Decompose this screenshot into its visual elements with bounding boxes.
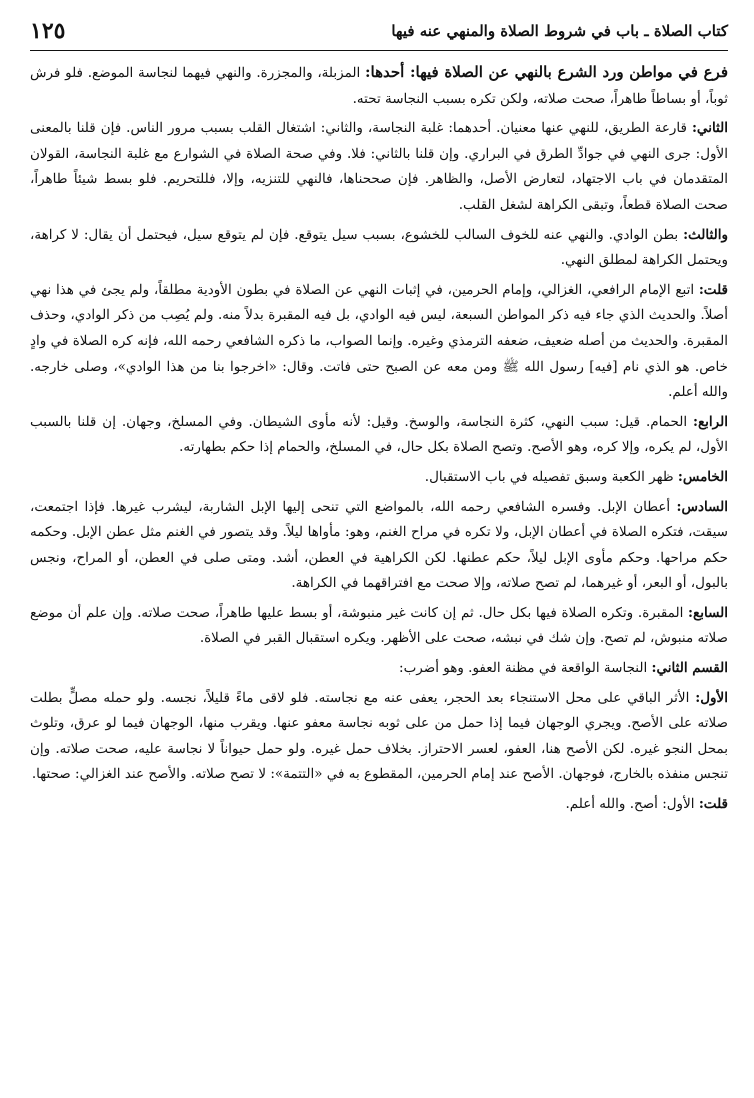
paragraph-sixth [30,495,728,597]
page-number: ١٢٥ [30,18,66,44]
page-body [30,60,728,1090]
paragraph-label: والثالث: [683,226,728,243]
paragraph-label: الأول: [695,689,728,706]
paragraph-label: الرابع: [693,413,728,430]
paragraph-label: الخامس: [677,468,728,485]
running-title: كتاب الصلاة ـ باب في شروط الصلاة والمنهي عنه فيها [391,22,728,40]
paragraph-text: الأول: أصح. والله أعلم. [565,796,699,813]
paragraph-qultu-2 [30,792,728,818]
paragraph-text: المقبرة. وتكره الصلاة فيها بكل حال. ثم إن كانت غير منبوشة، أو بسط عليها طاهراً، صحت صلاته. وإن علم أن موضع صلاته منبوش، لم تصح. وإن شك في نبشه، صحت على الأظهر. ويكره استقبال القبر في الصلاة. [30,604,728,647]
paragraph-qultu-1 [30,278,728,406]
paragraph-label: فرع في مواطن ورد الشرع بالنهي عن الصلاة فيها: أحدها: [364,63,728,81]
paragraph-fifth [30,465,728,491]
paragraph-label: القسم الثاني: [651,660,728,677]
paragraph-label: الثاني: [691,120,728,137]
paragraph-label: السادس: [676,498,728,515]
paragraph-label: السابع: [688,604,728,621]
paragraph-second [30,116,728,218]
paragraph-text: الحمام. قيل: سبب النهي، كثرة النجاسة، والوسخ. وقيل: لأنه مأوى الشيطان. وفي المسلخ، وجهان. إن قلنا بالسبب الأول، لم يكره، وإلا كره، وهو الأصح. وتصح الصلاة بكل حال، في المسلخ، والحمام إذا حكم بطهارته. [30,413,728,456]
paragraph-text: اتبع الإمام الرافعي، الغزالي، وإمام الحرمين، في إثبات النهي عن الصلاة في بطون الأودية مطلقاً، ولم يجئ في هذا نهي أصلاً. والحديث الذي جاء فيه ذكر المواطن السبعة، ليس فيه الوادي، بل فيه المقبرة بدلاً منه. ولم يُصِب من ذكر الوادي، وحذف المقبرة. والحديث من أصله ضعيف، ضعفه الترمذي وغيره. وإنما الصواب، ما ذكره الشافعي رحمه الله، فإنه كره الصلاة في وادٍ خاص. هو الذي نام [فيه] رسول الله ﷺ ومن معه عن الصبح حتى فاتت. وقال: «اخرجوا بنا من هذا الوادي»، وصلى خارجه. والله أعلم. [30,281,728,401]
paragraph-text: ظهر الكعبة وسبق تفصيله في باب الاستقبال. [424,468,678,485]
paragraph-text: الأثر الباقي على محل الاستنجاء بعد الحجر، يعفى عنه مع نجاسته. فلو لاقى ماءً قليلاً، نجسه. ولو حمله مصلٍّ بطلت صلاته على الأصح. ويجري الوجهان فيما إذا حمل من على ثوبه نجاسة معفو عنها. ويقرب منها، الوجهان فيما لو عرق، وتلوث بمحل النجو غيره. لكن الأصح هنا، العفو، لعسر الاحتراز. بخلاف حمل غيره. ولو حمل حيواناً لا نجاسة عليه، صحت صلاته. وإن تنجس منفذه بالخارج، فوجهان. الأصح عند إمام الحرمين، المقطوع به في «التتمة»: لا تصح صلاته. والأصح عند الغزالي: صحتها. [30,689,728,783]
paragraph-second-section [30,656,728,682]
paragraph-label: قلت: [698,796,728,813]
paragraph-first-kind [30,686,728,788]
paragraph-text: المزبلة، والمجزرة. والنهي فيهما لنجاسة الموضع. فلو فرش ثوباً، أو بساطاً طاهراً، صحت صلاته، ولكن تكره بسبب النجاسة تحته. [30,65,728,107]
paragraph-seventh [30,601,728,652]
page-header [30,12,728,51]
paragraph-text: قارعة الطريق، للنهي عنها معنيان. أحدهما: غلبة النجاسة، والثاني: اشتغال القلب بسبب مرور الناس. فإن قلنا بالمعنى الأول: جرى النهي في جوادِّ الطرق في البراري. وإن قلنا بالثاني: فلا. وفي صحة الصلاة في الشوارع مع غلبة النجاسة، القولان المتقدمان في باب الاجتهاد، لتعارض الأصل، والظاهر. فإن صححناها، فالنهي للتنزيه، وإلا، فللتحريم. فلو بسط شيئاً طاهراً، صحت الصلاة قطعاً، وتبقى الكراهة لشغل القلب. [30,120,728,213]
paragraph-text: النجاسة الواقعة في مظنة العفو. وهو أضرب: [399,660,652,677]
paragraph-third [30,223,728,274]
paragraph-text: أعطان الإبل. وفسره الشافعي رحمه الله، بالمواضع التي تنحى إليها الإبل الشاربة، ليشرب غيرها. فإذا اجتمعت، سيقت، فتكره الصلاة في أعطان الإبل، ولا تكره في مراح الغنم، وهو: مأواها ليلاً. وقد يتصور في الغنم مثل عطن الإبل. وحكمه حكم مراحها. وحكم مأوى الإبل ليلاً، حكم عطنها. لكن الكراهية في العطن، أشد. ومتى صلى في العطن، أو المراح، ونجس بالبول، أو البعر، أو غيرهما، لم تصح صلاته، وإلا صحت مع افتراقهما في الكراهة. [30,498,728,592]
paragraph-branch-intro [30,60,728,112]
paragraph-fourth [30,410,728,461]
paragraph-text: بطن الوادي. والنهي عنه للخوف السالب للخشوع، بسبب سيل يتوقع. فإن لم يتوقع سيل، فيحتمل أن يقال: لا كراهة، ويحتمل الكراهة لمطلق النهي. [30,226,728,269]
paragraph-label: قلت: [698,281,728,298]
